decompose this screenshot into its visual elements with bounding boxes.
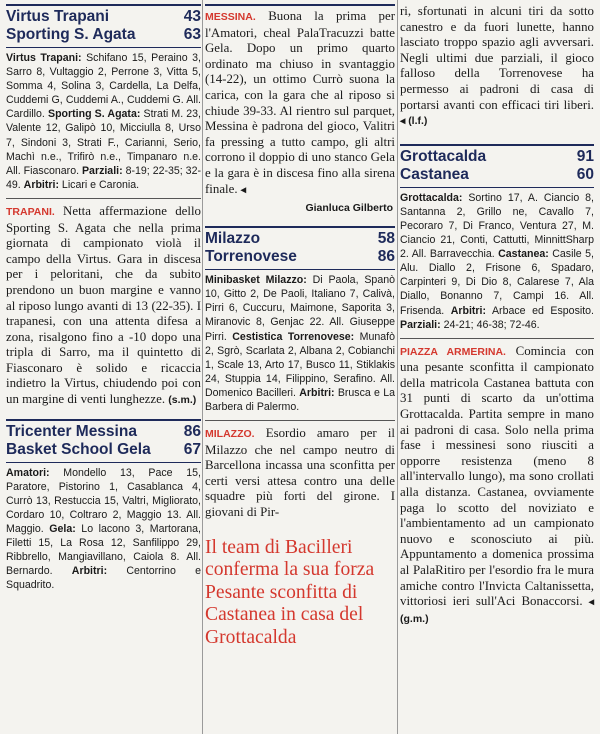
author-byline: Gianluca Gilberto [305,202,393,215]
column-left [6,4,201,597]
score-row-away [205,248,395,266]
team-score: 67 [183,440,201,458]
article-trapani: TRAPANI. Netta affermazione dello Sporting S. Agata che nella prima giornata di campionato violà il campo della Virtus. Gara in discesa per i peloritani, che da subito prendono un buon margine e vanno al riposo lungo avanti di 13 (22-35). I trapanesi, con una attenta difesa a zona, risalgono fino a -10 dopo una tripla di Sarro, ma il quintetto di Fiasconaro è solido e ricaccia indietro la Virtus, chiudendo poi con un margine di venti lunghezze. (s.m.) [6,203,201,407]
team-score: 86 [183,422,201,440]
team-score: 60 [576,165,594,183]
box-score-tabellino: Minibasket Milazzo: Di Paola, Spanò 10, Gitto 2, De Paoli, Italiano 7, Calivà, Pirri 6, Cuccuru, Maimone, Saporita 3, Miranovic 8, Genjac 22. All. Giuseppe Pirri. Cestistica Torrenovese: Munafò 2, Sgrò, Scarlata 2, Albana 2, Cobianchi 1, Scale 13, Arto 17, Busco 11, Stiklakis 24, Stuppia 14, Filippino, Serafino. All. Domenico Bacilleri. Arbitri: Brusca e La Barbera di Palermo. [205,274,396,413]
team-score: 63 [183,26,201,43]
team-score: 58 [377,230,395,248]
score-row-away [6,26,201,44]
article-messina: MESSINA. Buona la prima per l'Amatori, cheal PalaTracuzzi batte Gela. Dopo un primo quarto ordinato ma chiuso in svantaggio (14-22), un ottimo Currò suona la carica, con la gara che al riposo si chiude 39-33. Al rientro sul parquet, Messina è padrona del gioco, Valitri fa pressing a tutto campo, gli altri corrono il doppio di uno stanco Gela e la gara è in discesa fino alla sirena finale. ◂ [205,4,395,198]
box-score-tabellino: Grottacalda: Sortino 17, A. Ciancio 8, Santanna 2, Grillo ne, Cavallo 7, Pecoraro 7, Di Franco, Ventura 27, M. Ciancio 21, Conti, Cattutti, MinnittSharp 2. All. Barravecchia. Castanea: Casile 5, Alu. Diallo 2, Frisone 6, Spadaro, Carpinteri 9, Di Dio 8, Calarese 7, Ala Diallo, Bonanno 7, Campi 16. All. Frisenda. Arbitri: Arbace ed Esposito. Parziali: 24-21; 46-38; 72-46. [400,191,595,331]
team-name: Tricenter Messina [6,422,137,440]
section-divider [400,338,594,339]
scoreboard-messina-gela [6,419,201,463]
section-divider [205,420,395,421]
team-name: Sporting S. Agata [6,26,136,43]
scoreboard-trapani-santagata [6,4,201,48]
team-name: Torrenovese [205,248,297,266]
score-row-away [400,166,594,184]
box-score-tabellino: Virtus Trapani: Schifano 15, Peraino 3, Sarro 8, Vultaggio 2, Perrone 3, Vitta 5, Somma 4, Solina 3, Cardella, La Delfa, Cuddemi G, Cuddemi A., Cuddemi G. All. Cardillo. Sporting S. Agata: Strati M. 23, Valente 12, Galipò 10, Micciulla 8, Urso 7, Sindoni 3, Strati F., Carianni, Serio, Machì n.e., Trifirò n.e., Timpanaro n.e. All. Fiasconaro. Parziali: 8-19; 22-35; 32-49. Arbitri: Licari e Caronia. [6,52,202,191]
headline: Il team di Bacilleri conferma la sua forza Pesante sconfitta di Castanea in casa del Grottacalda [205,536,375,648]
score-row-home [6,423,201,441]
score-row-home [6,8,201,26]
scoreboard-grottacalda-castanea [400,144,594,188]
column-divider [397,0,398,734]
team-score: 91 [576,147,594,165]
team-name: Grottacalda [400,147,487,165]
article-milazzo-continued: ri, sfortunati in alcuni tiri da sotto canestro e da fuori lunette, hanno lasciato troppo spazio agli avversari. Negli ultimi due parziali, il gioco falloso della Torrenovese ha permesso ai padroni di casa di portarsi avanti con efficaci tiri liberi. ◂ (l.f.) [400,4,594,128]
column-right [400,4,594,627]
team-name: Basket School Gela [6,440,151,458]
team-name: Virtus Trapani [6,8,110,25]
column-middle [205,4,395,649]
score-row-away [6,441,201,459]
box-score-tabellino: Amatori: Mondello 13, Pace 15, Paratore, Pistorino 1, Casablanca 4, Currò 13, Restuccia 15, Valtri, Migliorato, Cordaro 10, Coltraro 2, Maggio 13. All. Maggio. Gela: Lo lacono 3, Martorana, Filetti 15, La Rosa 12, Sanfilippo 29, Ribbrello, Mangiavillano, Caiola 8. All. Bernardo. Arbitri: Centorrino e Squadrito. [6,466,201,592]
score-row-home [400,148,594,166]
score-row-home [205,230,395,248]
team-name: Castanea [400,165,469,183]
column-divider [202,0,203,734]
article-milazzo: MILAZZO. Esordio amaro per il Milazzo che nel campo neutro di Barcellona incassa una sconfitta per certi versi attesa contro una delle squadre più forti del girone. I giovani di Pir- [205,426,395,520]
team-score: 43 [183,8,201,25]
scoreboard-milazzo-torrenovese [205,226,395,270]
team-score: 86 [377,248,395,266]
section-divider [6,198,201,199]
team-name: Milazzo [205,230,261,248]
article-piazza-armerina: PIAZZA ARMERINA. Comincia con una pesante sconfitta il campionato della matricola Castanea battuta con 31 punti di scarto da un'ottima Grottacalda. Partita sempre in mano ai padroni di casa. Solo nella prima fase i messinesi sono riusciti a opporre resistenza (meno 8 all'intervallo lungo), ma sono crollati alla distanza. Castanea, ovviamente paga lo scotto del noviziato e l'ambientamento ad un campionato nuovo e sconosciuto ai più. Appuntamento a domenica prossima al PalaRitiro per l'esordio fra le mura amiche contro l'Invicta Caltanissetta, vittoriosi ieri sull'Aci Bonaccorsi. ◂ (g.m.) [400,343,594,625]
